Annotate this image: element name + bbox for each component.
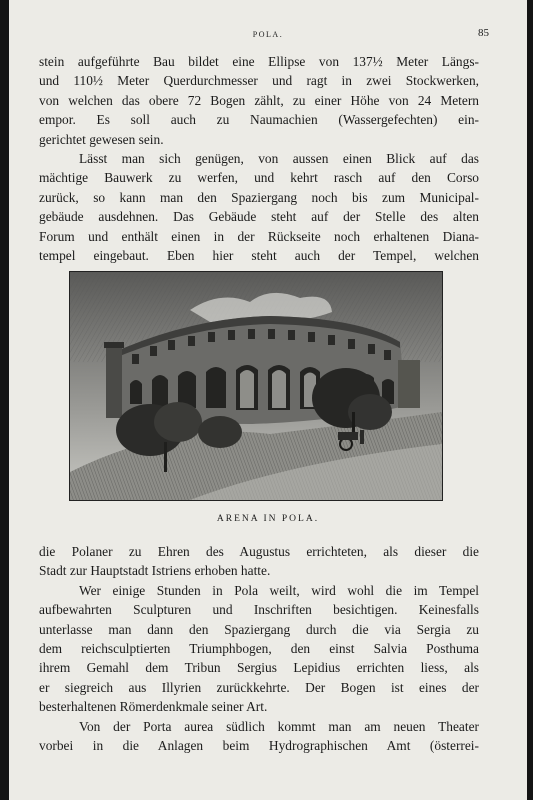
text-line: besterhaltenen Römerdenkmale seiner Art. [39,699,268,715]
text-line: Von der Porta aurea südlich kommt man am neuen Theater [79,718,479,734]
text-line: Lässt man sich genügen, von aussen einen Blick auf das [79,150,479,166]
text-line: von welchen das obere 72 Bogen zählt, zu einer Höhe von 24 Metern [39,92,479,108]
text-block-top [39,52,479,265]
text-line: vorbei in die Anlagen beim Hydrographischen Amt (österrei- [39,737,479,753]
text-line: empor. Es soll auch zu Naumachien (Wassergefechten) ein- [39,112,479,128]
book-page [9,0,527,800]
text-line: gebäude ausdehnen. Das Gebäude steht auf der Stelle des alten [39,209,479,225]
text-line: unterlasse man dann den Spaziergang durch die via Sergia zu [39,621,479,637]
text-line: stein aufgeführte Bau bildet eine Ellipse von 137½ Meter Längs- [39,54,479,69]
text-line: dem reichsculptierten Triumphbogen, den einst Salvia Posthuma [39,640,479,656]
text-line: Forum und enthält einen in der Rückseite noch erhaltenen Diana- [39,228,479,244]
text-line: die Polaner zu Ehren des Augustus errichteten, als dieser die [39,544,479,559]
running-title: POLA. [252,30,284,39]
text-line: zurück, so kann man den Spaziergang noch bis zum Municipal- [39,189,479,205]
text-line: Stadt zur Hauptstadt Istriens erhoben hatte. [39,563,271,579]
arena-tower-right [398,360,420,408]
text-line: er siegreich aus Illyrien zurückkehrte. Der Bogen ist eines der [39,679,479,695]
figure-caption: ARENA IN POLA. [216,514,320,524]
text-line: gerichtet gewesen sein. [39,131,164,147]
arena-tower [106,346,122,418]
page-header [9,27,527,43]
text-block-bottom [39,542,479,755]
text-line: Wer einige Stunden in Pola weilt, wird wohl die im Tempel [79,582,479,598]
arena-engraving [70,272,442,500]
arena-illustration [69,271,443,501]
text-line: aufbewahrten Sculpturen und Inschriften besichtigen. Keinesfalls [39,602,479,618]
text-line: und 110½ Meter Querdurchmesser und ragt in zwei Stockwerken, [39,73,479,89]
page-number: 85 [478,27,489,39]
text-line: tempel eingebaut. Eben hier steht auch der Tempel, welchen [39,247,479,263]
text-line: mächtige Bauwerk zu werfen, und kehrt rasch auf den Corso [39,170,479,186]
text-line: ihrem Gemahl dem Tribun Sergius Lepidius errichten liess, als [39,660,479,676]
